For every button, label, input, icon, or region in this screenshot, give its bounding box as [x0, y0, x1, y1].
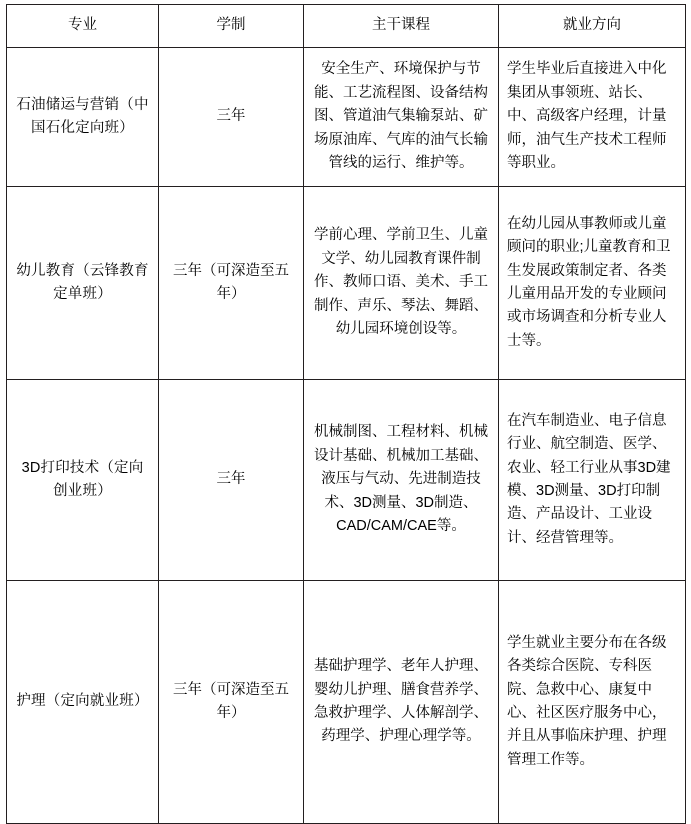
cell-courses: 机械制图、工程材料、机械设计基础、机械加工基础、液压与气动、先进制造技术、3D测量、3D制造、CAD/CAM/CAE等。 — [304, 380, 499, 581]
cell-length: 三年（可深造至五年） — [159, 581, 304, 824]
majors-table — [6, 4, 686, 824]
table-row — [7, 581, 686, 824]
table-row — [7, 187, 686, 380]
cell-courses: 基础护理学、老年人护理、婴幼儿护理、膳食营养学、急救护理学、人体解剖学、药理学、护理心理学等。 — [304, 581, 499, 824]
cell-major: 3D打印技术（定向创业班） — [7, 380, 159, 581]
cell-career: 学生就业主要分布在各级各类综合医院、专科医院、急救中心、康复中心、社区医疗服务中心，并且从事临床护理、护理管理工作等。 — [499, 581, 686, 824]
cell-career: 在汽车制造业、电子信息行业、航空制造、医学、农业、轻工行业从事3D建模、3D测量、3D打印制造、产品设计、工业设计、经营管理等。 — [499, 380, 686, 581]
cell-length: 三年 — [159, 380, 304, 581]
column-header-major: 专业 — [7, 5, 159, 48]
cell-major: 幼儿教育（云锋教育定单班） — [7, 187, 159, 380]
cell-career: 在幼儿园从事教师或儿童顾问的职业;儿童教育和卫生发展政策制定者、各类儿童用品开发的专业顾问或市场调查和分析专业人士等。 — [499, 187, 686, 380]
table-header-row — [7, 5, 686, 48]
cell-length: 三年（可深造至五年） — [159, 187, 304, 380]
table-row — [7, 48, 686, 187]
cell-courses: 学前心理、学前卫生、儿童文学、幼儿园教育课件制作、教师口语、美术、手工制作、声乐、琴法、舞蹈、幼儿园环境创设等。 — [304, 187, 499, 380]
cell-courses: 安全生产、环境保护与节能、工艺流程图、设备结构图、管道油气集输泵站、矿场原油库、气库的油气长输管线的运行、维护等。 — [304, 48, 499, 187]
cell-major: 石油储运与营销（中国石化定向班） — [7, 48, 159, 187]
column-header-courses: 主干课程 — [304, 5, 499, 48]
column-header-career: 就业方向 — [499, 5, 686, 48]
cell-major: 护理（定向就业班） — [7, 581, 159, 824]
table-body — [7, 48, 686, 824]
cell-length: 三年 — [159, 48, 304, 187]
table-header — [7, 5, 686, 48]
column-header-length: 学制 — [159, 5, 304, 48]
table-row — [7, 380, 686, 581]
cell-career: 学生毕业后直接进入中化集团从事领班、站长、中、高级客户经理，计量师，油气生产技术工程师等职业。 — [499, 48, 686, 187]
